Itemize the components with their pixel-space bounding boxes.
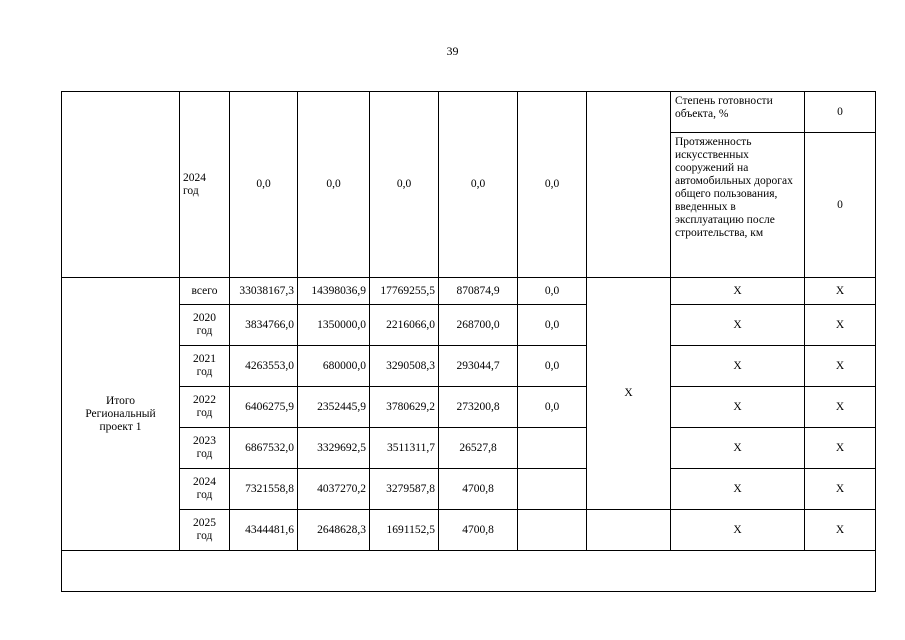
year-cell: 2025 год [180,510,230,551]
year-cell: 2024 год [180,469,230,510]
table-row [62,387,876,428]
table-row [62,278,876,305]
table-row [62,305,876,346]
page-number: 39 [446,44,459,58]
year-cell: 2023 год [180,428,230,469]
local-cell: 0,0 [439,92,518,278]
other-cell [518,510,587,551]
regional-cell: 3780629,2 [370,387,439,428]
empty-cell [587,510,671,551]
local-cell: 4700,8 [439,510,518,551]
local-cell: 4700,8 [439,469,518,510]
total-cell: 4263553,0 [230,346,298,387]
federal-cell: 0,0 [298,92,370,278]
regional-cell: 1691152,5 [370,510,439,551]
federal-cell: 14398036,9 [298,278,370,305]
federal-cell: 3329692,5 [298,428,370,469]
other-cell [518,469,587,510]
other-cell: 0,0 [518,387,587,428]
year-cell: 2021 год [180,346,230,387]
federal-cell: 1350000,0 [298,305,370,346]
federal-cell: 680000,0 [298,346,370,387]
table-row [62,92,876,133]
indicator-name-cell: Х [671,510,805,551]
regional-cell: 3279587,8 [370,469,439,510]
merged-mark-cell: Х [587,278,671,510]
indicator-value-cell: 0 [805,92,876,133]
local-cell: 268700,0 [439,305,518,346]
indicator-value-cell: Х [805,387,876,428]
local-cell: 293044,7 [439,346,518,387]
indicator-value-cell: Х [805,428,876,469]
table-row [62,510,876,551]
year-cell: всего [180,278,230,305]
federal-cell: 4037270,2 [298,469,370,510]
total-cell: 6406275,9 [230,387,298,428]
indicator-name-cell: Протяженность искусственных сооружений на автомобильных дорогах общего пользования, введенных в эксплуатацию после строительства, км [671,133,805,278]
table-row [62,428,876,469]
other-cell [518,428,587,469]
empty-label-cell [62,92,180,278]
indicator-name-cell: Х [671,387,805,428]
indicator-name-cell: Х [671,428,805,469]
indicator-value-cell: Х [805,346,876,387]
empty-cell [587,92,671,278]
indicator-value-cell: Х [805,278,876,305]
regional-cell: 0,0 [370,92,439,278]
indicator-name-cell: Х [671,469,805,510]
indicator-name-cell: Х [671,346,805,387]
empty-footer-cell [62,551,876,592]
indicator-value-cell: Х [805,305,876,346]
total-cell: 6867532,0 [230,428,298,469]
regional-cell: 3511311,7 [370,428,439,469]
local-cell: 26527,8 [439,428,518,469]
federal-cell: 2352445,9 [298,387,370,428]
section-label: Итого Региональный проект 1 [62,278,180,551]
indicator-name-cell: Х [671,278,805,305]
indicator-value-cell: Х [805,469,876,510]
other-cell: 0,0 [518,92,587,278]
total-cell: 7321558,8 [230,469,298,510]
federal-cell: 2648628,3 [298,510,370,551]
indicator-value-cell: Х [805,510,876,551]
total-cell: 3834766,0 [230,305,298,346]
other-cell: 0,0 [518,305,587,346]
regional-cell: 17769255,5 [370,278,439,305]
total-cell: 0,0 [230,92,298,278]
year-cell: 2022 год [180,387,230,428]
local-cell: 273200,8 [439,387,518,428]
table-row [62,551,876,592]
table-row [62,346,876,387]
total-cell: 33038167,3 [230,278,298,305]
indicator-value-cell: 0 [805,133,876,278]
year-cell: 2020 год [180,305,230,346]
regional-cell: 3290508,3 [370,346,439,387]
year-cell: 2024 год [180,92,230,278]
budget-table [61,91,876,592]
other-cell: 0,0 [518,346,587,387]
regional-cell: 2216066,0 [370,305,439,346]
local-cell: 870874,9 [439,278,518,305]
indicator-name-cell: Степень готовности объекта, % [671,92,805,133]
other-cell: 0,0 [518,278,587,305]
total-cell: 4344481,6 [230,510,298,551]
indicator-name-cell: Х [671,305,805,346]
table-row [62,469,876,510]
